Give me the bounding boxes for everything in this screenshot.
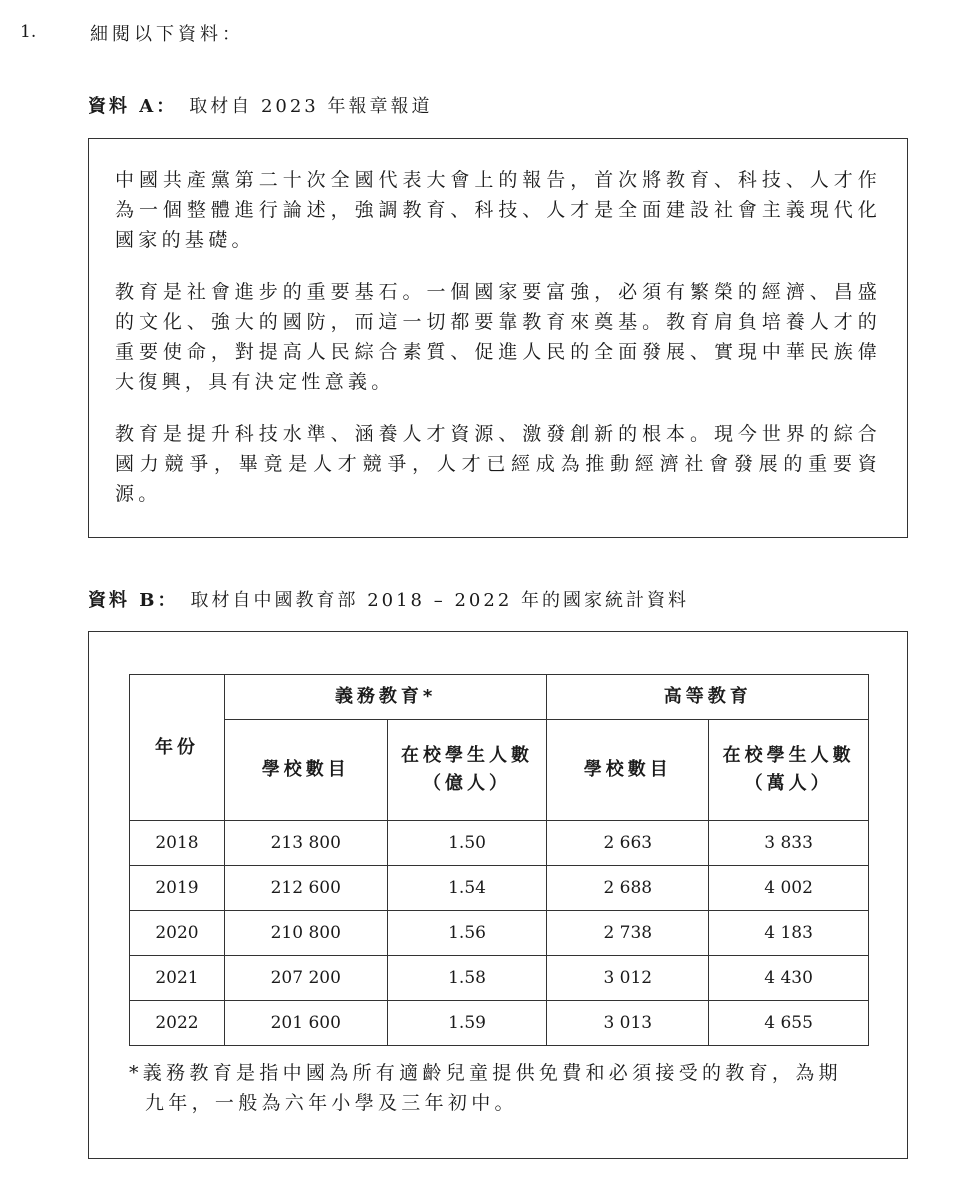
higher-students-cell: 3 833 [709,821,869,866]
footnote [129,1058,889,1118]
compulsory-students-cell: 1.56 [387,911,547,956]
source-a-box [88,138,908,538]
higher-schools-cell: 2 738 [547,911,709,956]
source-a-paragraph-2: 教育是社會進步的重要基石。一個國家要富強，必須有繁榮的經濟、昌盛的文化、強大的國防，而這一切都要靠教育來奠基。教育肩負培養人才的重要使命，對提高人民綜合素質、促進人民的全面發展、實現中華民族偉大復興，具有決定性意義。 [115,281,881,393]
compulsory-students-cell: 1.50 [387,821,547,866]
higher-education-header: 高等教育 [547,675,869,720]
higher-students-cell: 4 183 [709,911,869,956]
year-cell: 2021 [130,956,225,1001]
table-row [130,866,869,911]
source-a-caption: 取材自 2023 年報章報道 [189,96,433,117]
higher-students-cell: 4 655 [709,1001,869,1046]
year-cell: 2020 [130,911,225,956]
higher-schools-cell: 3 012 [547,956,709,1001]
compulsory-schools-cell: 212 600 [224,866,387,911]
year-cell: 2022 [130,1001,225,1046]
statistics-table [129,674,869,1046]
compulsory-students-header: 在校學生人數（億人） [387,720,547,821]
compulsory-schools-header: 學校數目 [224,720,387,821]
table-row [130,1001,869,1046]
compulsory-students-cell: 1.54 [387,866,547,911]
source-a-paragraph-1: 中國共產黨第二十次全國代表大會上的報告，首次將教育、科技、人才作為一個整體進行論述，強調教育、科技、人才是全面建設社會主義現代化國家的基礎。 [115,169,881,251]
compulsory-schools-cell: 210 800 [224,911,387,956]
source-a-paragraph-3: 教育是提升科技水準、涵養人才資源、激發創新的根本。現今世界的綜合國力競爭，畢竟是人才競爭，人才已經成為推動經濟社會發展的重要資源。 [115,423,881,505]
compulsory-schools-cell: 207 200 [224,956,387,1001]
source-b-caption: 取材自中國教育部 2018 – 2022 年的國家統計資料 [190,590,689,611]
higher-students-cell: 4 002 [709,866,869,911]
source-a-label: 資料 A： [88,96,178,117]
compulsory-schools-cell: 201 600 [224,1001,387,1046]
higher-students-cell: 4 430 [709,956,869,1001]
source-b-heading [88,586,689,612]
compulsory-education-header: 義務教育* [224,675,547,720]
compulsory-students-cell: 1.58 [387,956,547,1001]
year-cell: 2019 [130,866,225,911]
compulsory-schools-cell: 213 800 [224,821,387,866]
question-number: 1. [20,22,37,42]
source-b-label: 資料 B： [88,590,179,611]
compulsory-students-cell: 1.59 [387,1001,547,1046]
year-header: 年份 [130,675,225,821]
table-row [130,821,869,866]
higher-schools-header: 學校數目 [547,720,709,821]
table-row [130,956,869,1001]
question-prompt: 細閱以下資料： [90,24,244,45]
year-cell: 2018 [130,821,225,866]
footnote-line-1: *義務教育是指中國為所有適齡兒童提供免費和必須接受的教育，為期 [129,1062,842,1084]
source-b-box [88,631,908,1159]
higher-schools-cell: 3 013 [547,1001,709,1046]
higher-schools-cell: 2 663 [547,821,709,866]
source-a-heading [88,92,433,118]
table-row [130,911,869,956]
higher-students-header: 在校學生人數（萬人） [709,720,869,821]
higher-schools-cell: 2 688 [547,866,709,911]
footnote-line-2: 九年，一般為六年小學及三年初中。 [145,1092,518,1114]
